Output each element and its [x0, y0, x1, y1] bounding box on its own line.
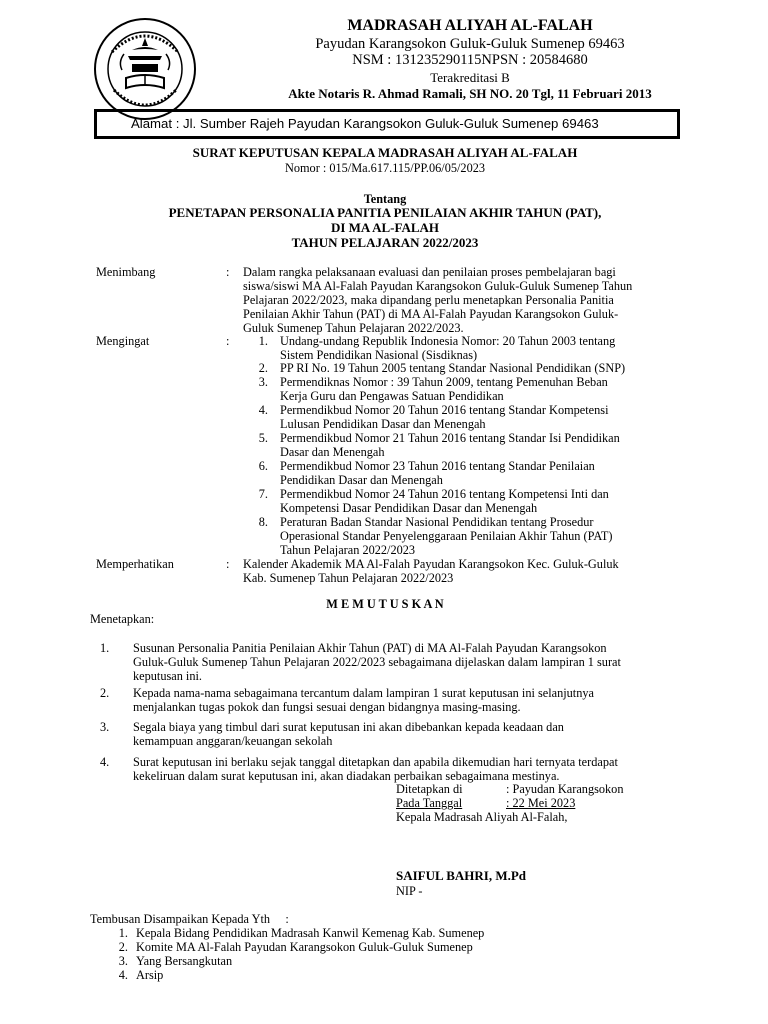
school-nsm-npsn: NSM : 131235290115NPSN : 20584680	[352, 52, 588, 68]
item-line: Kerja Guru dan Pengawas Satuan Pendidikan	[280, 389, 504, 403]
item-line: Lulusan Pendidikan Dasar dan Menengah	[280, 417, 486, 431]
remembering-num: 7.	[258, 487, 268, 501]
decree-subject-line1: PENETAPAN PERSONALIA PANITIA PENILAIAN AKHIR TAHUN (PAT),	[168, 205, 602, 220]
item-line: Permendikbud Nomor 21 Tahun 2016 tentang Standar Isi Pendidikan	[280, 431, 620, 445]
considering-line: Pelajaran 2022/2023, maka dipandang perlu menetapkan Personalia Panitia	[243, 293, 614, 307]
remembering-item	[280, 361, 680, 375]
considering-text	[243, 265, 672, 335]
decision-line: kemampuan anggaran/keuangan sekolah	[133, 734, 333, 748]
noting-line: Kalender Akademik MA Al-Falah Payudan Karangsokon Kec. Guluk-Guluk	[243, 557, 619, 571]
item-line: Sistem Pendidikan Nasional (Sisdiknas)	[280, 348, 478, 362]
remembering-item	[280, 487, 680, 515]
remembering-num: 1.	[258, 334, 268, 348]
address-box	[94, 109, 680, 139]
copy-num: 2.	[118, 940, 128, 954]
copy-item: Kepala Bidang Pendidikan Madrasah Kanwil Kemenag Kab. Sumenep	[136, 926, 485, 940]
signatory-position: Kepala Madrasah Aliyah Al-Falah,	[396, 810, 568, 824]
noting-line: Kab. Sumenep Tahun Pelajaran 2022/2023	[243, 571, 454, 585]
decision-item	[133, 686, 688, 714]
remembering-item	[280, 334, 680, 362]
decision-line: kekeliruan dalam surat keputusan ini, akan diadakan perbaikan sebagaimana mestinya.	[133, 769, 560, 783]
item-line: Kompetensi Dasar Pendidikan Dasar dan Menengah	[280, 501, 538, 515]
decision-num: 4.	[100, 755, 110, 769]
item-line: Dasar dan Menengah	[280, 445, 385, 459]
remembering-num: 3.	[258, 375, 268, 389]
set-in-label: Ditetapkan di	[396, 782, 463, 796]
copy-num: 3.	[118, 954, 128, 968]
date-label: Pada Tanggal	[396, 796, 463, 810]
signatory-name: SAIFUL BAHRI, M.Pd	[396, 868, 527, 883]
remembering-num: 5.	[258, 431, 268, 445]
noting-text	[243, 557, 672, 585]
copies-heading: Tembusan Disampaikan Kepada Yth :	[90, 912, 289, 926]
remembering-label: Mengingat	[96, 334, 150, 348]
notary-deed: Akte Notaris R. Ahmad Ramali, SH NO. 20 Tgl, 11 Februari 2013	[288, 86, 652, 101]
establish-label: Menetapkan:	[90, 612, 155, 626]
decision-line: Susunan Personalia Panitia Penilaian Akhir Tahun (PAT) di MA Al-Falah Payudan Karangsokon	[133, 641, 607, 655]
remembering-num: 4.	[258, 403, 268, 417]
decide-heading: M E M U T U S K A N	[326, 597, 444, 611]
school-logo-seal-icon	[92, 16, 198, 122]
decree-number: Nomor : 015/Ma.617.115/PP.06/05/2023	[284, 161, 486, 175]
item-line: Tahun Pelajaran 2022/2023	[280, 543, 416, 557]
remembering-item	[280, 515, 680, 557]
decision-num: 1.	[100, 641, 110, 655]
remembering-num: 6.	[258, 459, 268, 473]
item-line: Permendikbud Nomor 20 Tahun 2016 tentang Standar Kompetensi	[280, 403, 609, 417]
item-line: Peraturan Badan Standar Nasional Pendidikan tentang Prosedur	[280, 515, 594, 529]
item-line: Pendidikan Dasar dan Menengah	[280, 473, 443, 487]
considering-colon: :	[226, 265, 230, 279]
decision-item	[133, 755, 688, 783]
decision-line: menjalankan tugas pokok dan fungsi sesuai dengan bidangnya masing-masing.	[133, 700, 521, 714]
copy-item: Yang Bersangkutan	[136, 954, 233, 968]
decision-line: Segala biaya yang timbul dari surat keputusan ini akan dibebankan kepada keadaan dan	[133, 720, 564, 734]
accreditation: Terakreditasi B	[430, 70, 510, 85]
decision-line: Guluk-Guluk Sumenep Tahun Pelajaran 2022/2023 sebagaimana dijelaskan dalam lampiran 1 surat	[133, 655, 621, 669]
decree-subject-line2: DI MA AL-FALAH	[330, 220, 440, 235]
school-address: Payudan Karangsokon Guluk-Guluk Sumenep 69463	[315, 36, 625, 52]
noting-label: Memperhatikan	[96, 557, 174, 571]
decision-item	[133, 720, 688, 748]
decision-line: Surat keputusan ini berlaku sejak tanggal ditetapkan dan apabila dikemudian hari ternyata terdapat	[133, 755, 618, 769]
date-value: : 22 Mei 2023	[506, 796, 576, 810]
item-line: Operasional Standar Penyelenggaraan Penilaian Akhir Tahun (PAT)	[280, 529, 613, 543]
item-line: Permendikbud Nomor 24 Tahun 2016 tentang Kompetensi Inti dan	[280, 487, 609, 501]
considering-line: Guluk Sumenep Tahun Pelajaran 2022/2023.	[243, 321, 464, 335]
considering-label: Menimbang	[96, 265, 156, 279]
decree-about: Tentang	[363, 192, 407, 206]
copy-num: 1.	[118, 926, 128, 940]
decision-num: 3.	[100, 720, 110, 734]
copy-item: Komite MA Al-Falah Payudan Karangsokon Guluk-Guluk Sumenep	[136, 940, 473, 954]
decision-item	[133, 641, 688, 683]
remembering-item	[280, 375, 680, 403]
set-in-value: : Payudan Karangsokon	[506, 782, 624, 796]
remembering-item	[280, 431, 680, 459]
decree-title: SURAT KEPUTUSAN KEPALA MADRASAH ALIYAH AL-FALAH	[192, 145, 578, 160]
decision-line: Kepada nama-nama sebagaimana tercantum dalam lampiran 1 surat keputusan ini selanjutnya	[133, 686, 594, 700]
decree-subject-line3: TAHUN PELAJARAN 2022/2023	[291, 235, 479, 250]
remembering-item	[280, 459, 680, 487]
copy-item: Arsip	[136, 968, 164, 982]
decision-line: keputusan ini.	[133, 669, 202, 683]
item-line: Undang-undang Republik Indonesia Nomor: 20 Tahun 2003 tentang	[280, 334, 616, 348]
considering-line: Dalam rangka pelaksanaan evaluasi dan penilaian proses pembelajaran bagi	[243, 265, 616, 279]
item-line: Permendiknas Nomor : 39 Tahun 2009, tentang Pemenuhan Beban	[280, 375, 608, 389]
item-line: Permendikbud Nomor 23 Tahun 2016 tentang Standar Penilaian	[280, 459, 595, 473]
remembering-colon: :	[226, 334, 230, 348]
noting-colon: :	[226, 557, 230, 571]
remembering-item	[280, 403, 680, 431]
signatory-nip: NIP -	[396, 884, 423, 898]
considering-line: Penilaian Akhir Tahun (PAT) di MA Al-Falah Payudan Karangsokon Guluk-	[243, 307, 619, 321]
copy-num: 4.	[118, 968, 128, 982]
remembering-num: 2.	[258, 361, 268, 375]
item-line: PP RI No. 19 Tahun 2005 tentang Standar Nasional Pendidikan (SNP)	[280, 361, 626, 375]
address-box-text: Alamat : Jl. Sumber Rajeh Payudan Karangsokon Guluk-Guluk Sumenep 69463	[131, 116, 599, 131]
remembering-num: 8.	[258, 515, 268, 529]
school-name: MADRASAH ALIYAH AL-FALAH	[347, 17, 593, 34]
decision-num: 2.	[100, 686, 110, 700]
considering-line: siswa/siswi MA Al-Falah Payudan Karangsokon Guluk-Guluk Sumenep Tahun	[243, 279, 633, 293]
